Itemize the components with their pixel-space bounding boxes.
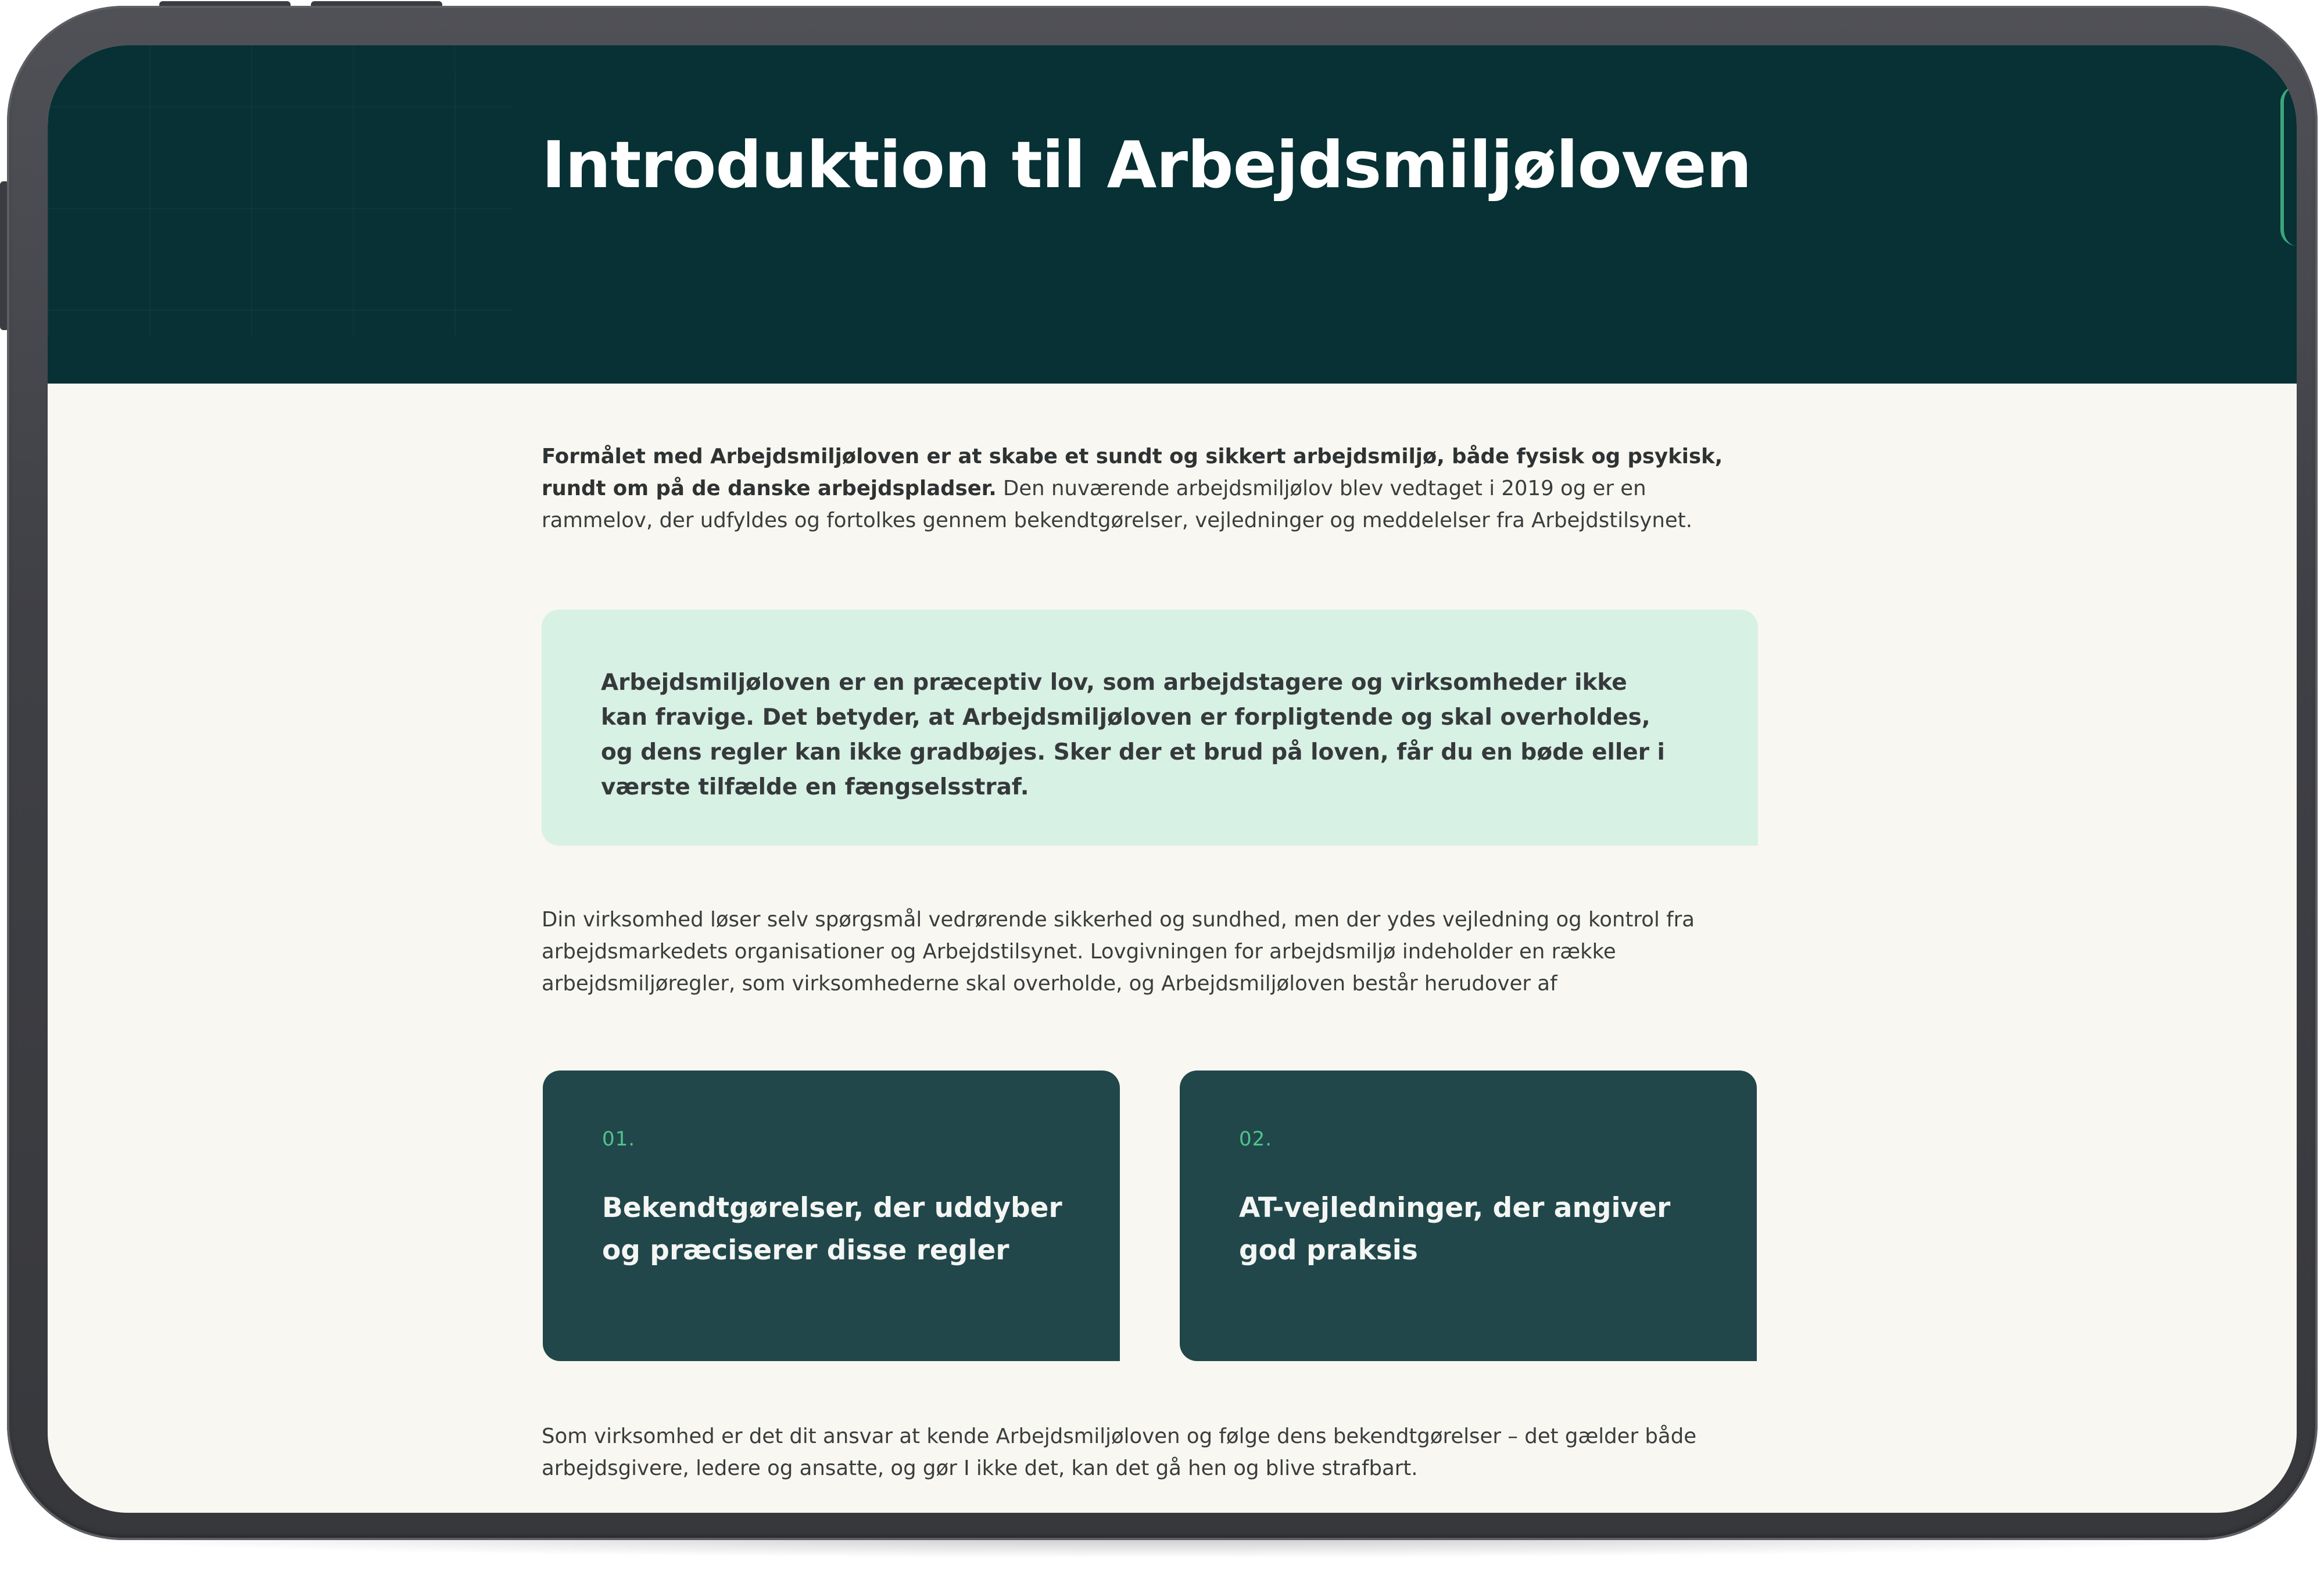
card-number: 02. (1239, 1127, 1273, 1151)
callout-box (542, 610, 1758, 846)
callout-text: Arbejdsmiljøloven er en præceptiv lov, som arbejdstagere og virksomheder ikke kan fravige. Det betyder, at Arbejdsmiljøloven er forpligtende og skal overholdes, og dens regler kan ikke gradbøjes. Sker der et brud på loven, får du en bøde eller i værste tilfælde en fængselsstraf. (601, 670, 1665, 800)
intro-text: Den nuværende arbejdsmiljølov blev vedtaget i 2019 og er en rammelov, der udfyldes og fortolkes gennem bekendtgørelser, vejledninger og meddelelser fra Arbejdstilsynet. (542, 477, 1692, 532)
hero-accent-line (2280, 86, 2297, 246)
card-title: AT-vejledninger, der angiver god praksis (1239, 1192, 1671, 1266)
hero-grid-pattern (48, 45, 513, 336)
tablet-frame (7, 6, 2318, 1540)
page-title: Introduktion til Arbejdsmiljøloven (542, 128, 1752, 203)
card-number: 01. (602, 1127, 636, 1151)
card-title: Bekendtgørelser, der uddyber og præciserer disse regler (602, 1192, 1062, 1266)
intro-bold-lead: Formålet med Arbejdsmiljøloven er at skabe et sundt og sikkert arbejdsmiljø, både fysisk og psykisk, rundt om på de danske arbejdspladser. (542, 445, 1723, 500)
body-paragraph: Din virksomhed løser selv spørgsmål vedrørende sikkerhed og sundhed, men der ydes vejledning og kontrol fra arbejdsmarkedets organisationer og Arbejdstilsynet. Lovgivningen for arbejdsmiljø indeholder en række arbejdsmiljøregler, som virksomhederne skal overholde, og Arbejdsmiljøloven består herudover af (542, 908, 1695, 996)
tablet-screen[interactable] (48, 45, 2297, 1513)
info-card (1180, 1071, 1757, 1361)
outro-paragraph: Som virksomhed er det dit ansvar at kende Arbejdsmiljøloven og følge dens bekendtgørelser – det gælder både arbejdsgivere, ledere og ansatte, og gør I ikke det, kan det gå hen og blive strafbart. (542, 1424, 1697, 1480)
info-card (543, 1071, 1120, 1361)
hero-banner (48, 45, 2297, 384)
intro-paragraph (542, 441, 1758, 536)
